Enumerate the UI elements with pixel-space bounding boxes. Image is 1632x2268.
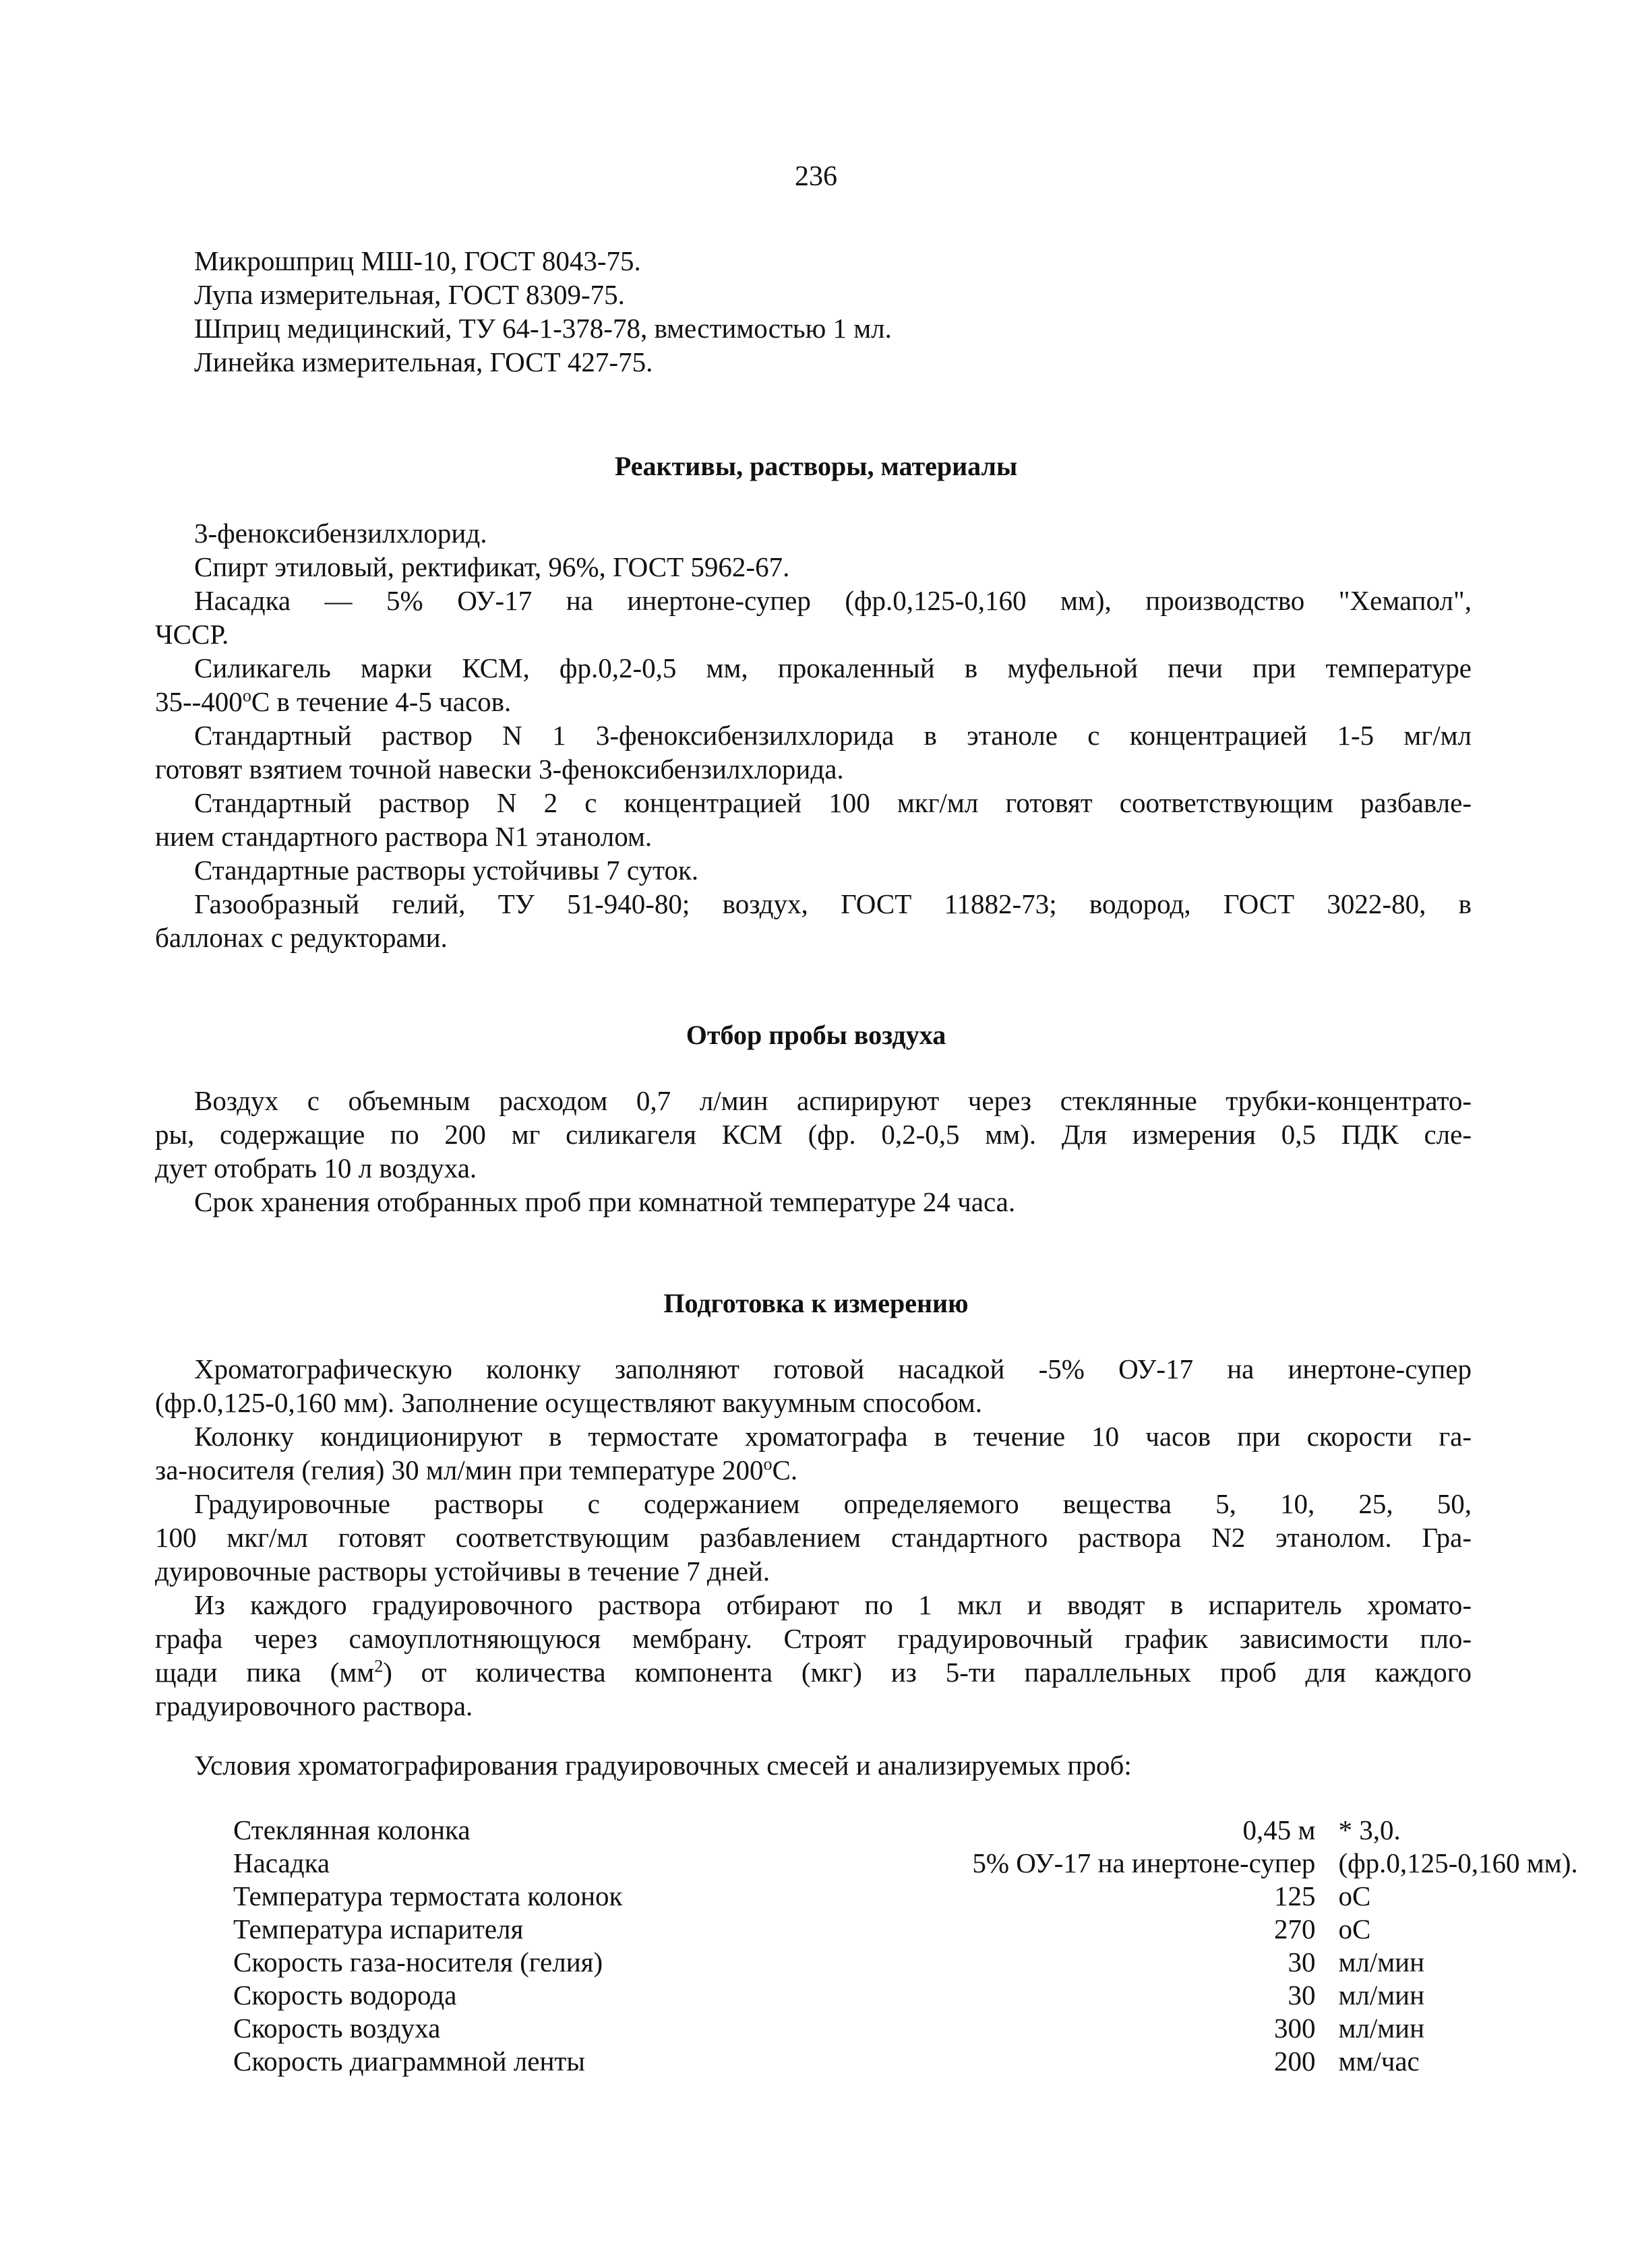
- reagent-line: Стандартный раствор N 1 3-феноксибензилхлорида в этаноле с концентрацией 1-5 мг/мл: [194, 720, 1472, 751]
- condition-name: Стеклянная колонка: [233, 1814, 471, 1845]
- preparation-line: графа через самоуплотняющуюся мембрану. Строят градуировочный график зависимости пло-: [155, 1623, 1472, 1654]
- condition-unit: мм/час: [1338, 2046, 1420, 2077]
- reagent-line: Насадка — 5% ОУ-17 на инертоне-супер (фр.0,125-0,160 мм), производство "Хемапол",: [194, 585, 1472, 616]
- reagent-line: Спирт этиловый, ректификат, 96%, ГОСТ 5962-67.: [194, 551, 790, 582]
- sampling-line: ры, содержащие по 200 мг силикагеля КСМ (фр. 0,2-0,5 мм). Для измерения 0,5 ПДК сле-: [155, 1119, 1472, 1150]
- condition-name: Скорость воздуха: [233, 2013, 441, 2044]
- condition-unit: мл/мин: [1338, 2013, 1425, 2044]
- sampling-text: [155, 1084, 1472, 1219]
- preparation-line: градуировочного раствора.: [155, 1690, 473, 1721]
- reagent-line: Стандартные растворы устойчивы 7 суток.: [194, 855, 699, 886]
- reagent-line: ЧССР.: [155, 619, 229, 650]
- condition-value: 30: [1288, 1980, 1316, 2011]
- sampling-heading: Отбор пробы воздуха: [686, 1020, 946, 1050]
- conditions-intro: Условия хроматографирования градуировочных смесей и анализируемых проб:: [194, 1750, 1132, 1781]
- condition-value: 300: [1273, 2013, 1316, 2044]
- preparation-line: Хроматографическую колонку заполняют готовой насадкой -5% ОУ-17 на инертоне-супер: [194, 1353, 1472, 1384]
- conditions-row: [233, 2045, 1578, 2078]
- preparation-line: Из каждого градуировочного раствора отбирают по 1 мкл и вводят в испаритель хромато-: [194, 1589, 1472, 1620]
- condition-unit: (фр.0,125-0,160 мм).: [1338, 1847, 1578, 1878]
- equipment-list: [194, 244, 1472, 379]
- condition-name: Температура испарителя: [233, 1913, 524, 1944]
- preparation-line: Колонку кондиционируют в термостате хроматографа в течение 10 часов при скорости га-: [194, 1421, 1472, 1452]
- reagent-line: $35--400^оС$ в течение 4-5 часов.: [155, 685, 512, 717]
- condition-name: Скорость диаграммной ленты: [233, 2046, 585, 2077]
- preparation-line: дуировочные растворы устойчивы в течение 7 дней.: [155, 1556, 770, 1587]
- condition-name: Скорость газа-носителя (гелия): [233, 1947, 603, 1978]
- sampling-line: дует отобрать 10 л воздуха.: [155, 1153, 477, 1184]
- condition-value: 125: [1273, 1880, 1316, 1911]
- preparation-line: (фр.0,125-0,160 мм). Заполнение осуществляют вакуумным способом.: [155, 1387, 982, 1418]
- condition-name: Температура термостата колонок: [233, 1880, 623, 1911]
- equipment-item: Линейка измерительная, ГОСТ 427-75.: [194, 346, 653, 377]
- conditions-row: [233, 1814, 1578, 1847]
- conditions-row: [233, 1913, 1578, 1946]
- reagents-list: [155, 516, 1472, 954]
- condition-value: 5% ОУ-17 на инертоне-супер: [972, 1847, 1316, 1878]
- condition-value: 0,45 м: [1242, 1814, 1316, 1845]
- reagent-line: готовят взятием точной навески 3-феноксибензилхлорида.: [155, 754, 844, 785]
- equipment-item: Микрошприц МШ-10, ГОСТ 8043-75.: [194, 245, 641, 276]
- condition-name: Насадка: [233, 1847, 330, 1878]
- condition-unit: оС: [1338, 1880, 1371, 1911]
- conditions-row: [233, 1880, 1578, 1913]
- preparation-line: Градуировочные растворы с содержанием определяемого вещества 5, 10, 25, 50,: [194, 1488, 1472, 1519]
- reagent-line: Газообразный гелий, ТУ 51-940-80; воздух, ГОСТ 11882-73; водород, ГОСТ 3022-80, в: [194, 888, 1472, 919]
- condition-unit: мл/мин: [1338, 1980, 1425, 2011]
- sampling-line: Воздух с объемным расходом 0,7 л/мин аспирируют через стеклянные трубки-концентрато-: [194, 1085, 1472, 1116]
- condition-value: 270: [1273, 1913, 1316, 1944]
- preparation-heading: Подготовка к измерению: [663, 1288, 969, 1318]
- condition-unit: оС: [1338, 1913, 1371, 1944]
- reagents-heading: Реактивы, растворы, материалы: [614, 451, 1018, 481]
- reagent-line: нием стандартного раствора N1 этанолом.: [155, 821, 653, 852]
- condition-name: Скорость водорода: [233, 1980, 457, 2011]
- condition-unit: мл/мин: [1338, 1947, 1425, 1978]
- equipment-item: Лупа измерительная, ГОСТ 8309-75.: [194, 279, 625, 310]
- preparation-text: [155, 1352, 1472, 1723]
- page-number: 236: [795, 161, 837, 192]
- conditions-row: [233, 2012, 1578, 2045]
- conditions-row: [233, 1847, 1578, 1880]
- reagent-line: 3-феноксибензилхлорид.: [194, 518, 487, 549]
- preparation-line: за-носителя (гелия) 30 мл/мин при температуре $200^оС$.: [155, 1454, 798, 1485]
- reagent-line: Силикагель марки КСМ, фр.0,2-0,5 мм, прокаленный в муфельной печи при температуре: [194, 652, 1472, 683]
- reagent-line: Стандартный раствор N 2 с концентрацией 100 мкг/мл готовят соответствующим разбавле-: [194, 787, 1472, 818]
- condition-value: 30: [1288, 1947, 1316, 1978]
- equipment-item: Шприц медицинский, ТУ 64-1-378-78, вместимостью 1 мл.: [194, 313, 892, 344]
- conditions-row: [233, 1979, 1578, 2012]
- condition-value: 200: [1273, 2046, 1316, 2077]
- conditions-table: [233, 1814, 1578, 2078]
- condition-unit: * 3,0.: [1338, 1814, 1401, 1845]
- reagent-line: баллонах с редукторами.: [155, 922, 448, 953]
- preparation-line: щади пика $(мм^2)$ от количества компонента (мкг) из 5-ти параллельных проб для каждого: [155, 1656, 1472, 1688]
- sampling-line: Срок хранения отобранных проб при комнатной температуре 24 часа.: [194, 1186, 1016, 1217]
- conditions-row: [233, 1946, 1578, 1979]
- preparation-line: 100 мкг/мл готовят соответствующим разбавлением стандартного раствора N2 этанолом. Гра-: [155, 1522, 1472, 1553]
